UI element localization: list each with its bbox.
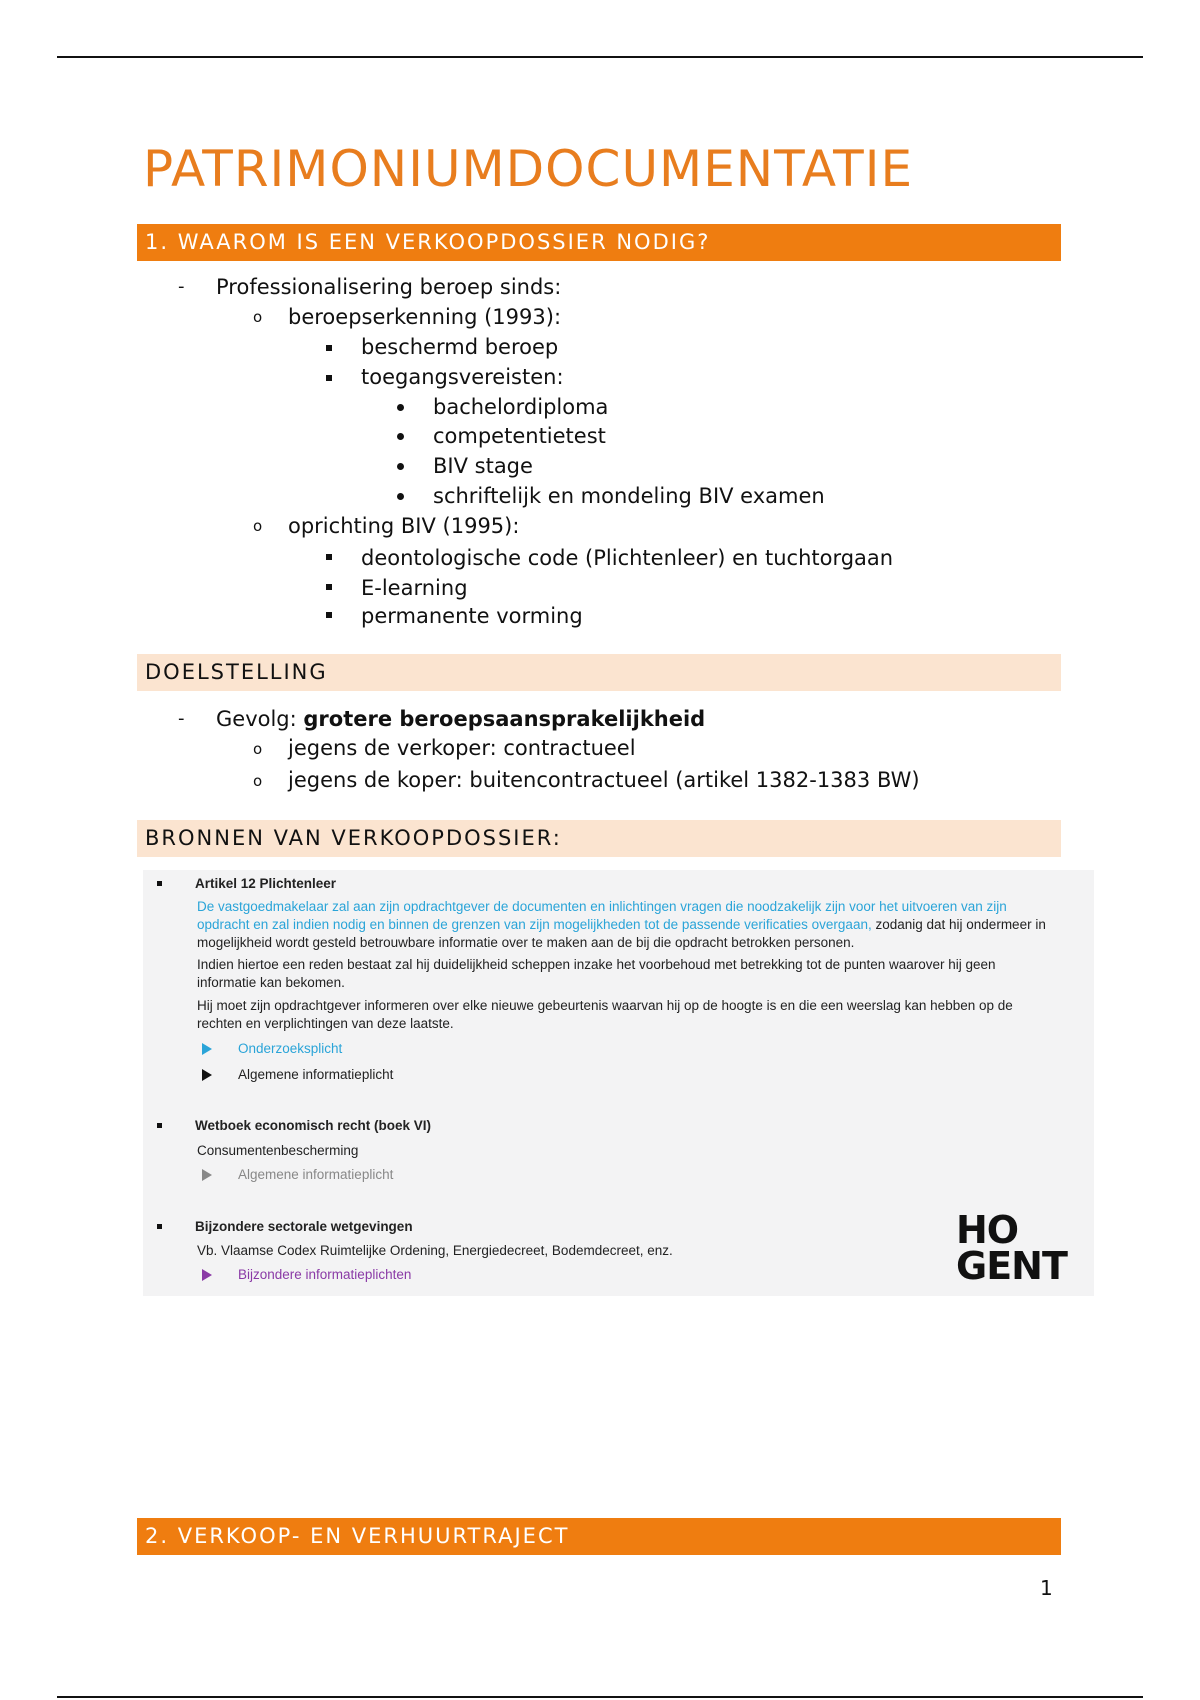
logo-line: GENT bbox=[956, 1244, 1067, 1288]
play-arrow-icon bbox=[202, 1169, 212, 1181]
square-bullet-icon bbox=[157, 1224, 162, 1229]
slide-text-line: rechten en verplichtingen van deze laatste. bbox=[197, 1016, 454, 1031]
logo-line: HO bbox=[956, 1208, 1019, 1252]
slide-section-title: Wetboek economisch recht (boek VI) bbox=[195, 1118, 432, 1133]
circle-marker: o bbox=[253, 772, 263, 790]
dash-marker: - bbox=[178, 708, 185, 729]
list-item: permanente vorming bbox=[361, 604, 583, 628]
slide-text-line: De vastgoedmakelaar zal aan zijn opdrachtgever de documenten en inlichtingen vragen die noodzakelijk zijn voor het uitvoeren van zijn bbox=[197, 899, 1007, 914]
play-arrow-icon bbox=[202, 1069, 212, 1081]
dot-bullet-icon bbox=[397, 433, 404, 440]
dash-marker: - bbox=[178, 276, 185, 297]
slide-article-title: Artikel 12 Plichtenleer bbox=[195, 876, 337, 891]
slide-text-line: informatie kan bekomen. bbox=[197, 975, 345, 990]
square-bullet-icon bbox=[326, 375, 332, 381]
list-item: jegens de koper: buitencontractueel (artikel 1382-1383 BW) bbox=[288, 768, 920, 792]
slide-text-blue: opdracht en zal indien nodig en binnen de grenzen van zijn mogelijkheden tot de passende verificaties overgaan, bbox=[197, 917, 872, 932]
list-item bbox=[216, 706, 705, 732]
circle-marker: o bbox=[253, 740, 263, 758]
list-item: oprichting BIV (1995): bbox=[288, 514, 520, 538]
list-item: deontologische code (Plichtenleer) en tuchtorgaan bbox=[361, 546, 894, 570]
section-heading-doelstelling: DOELSTELLING bbox=[137, 654, 1061, 691]
section-heading-1: 1. WAAROM IS EEN VERKOOPDOSSIER NODIG? bbox=[137, 224, 1061, 261]
dot-bullet-icon bbox=[397, 463, 404, 470]
page-title: PATRIMONIUMDOCUMENTATIE bbox=[143, 140, 914, 198]
header-rule bbox=[57, 56, 1143, 58]
dot-bullet-icon bbox=[397, 493, 404, 500]
list-item: competentietest bbox=[433, 424, 606, 448]
square-bullet-icon bbox=[157, 881, 162, 886]
list-item: schriftelijk en mondeling BIV examen bbox=[433, 484, 825, 508]
play-arrow-icon bbox=[202, 1269, 212, 1281]
slide-arrow-item: Onderzoeksplicht bbox=[238, 1041, 343, 1056]
slide-arrow-item: Algemene informatieplicht bbox=[238, 1167, 394, 1182]
slide-arrow-item: Bijzondere informatieplichten bbox=[238, 1267, 412, 1282]
slide-text-line: Indien hiertoe een reden bestaat zal hij duidelijkheid scheppen inzake het voorbehoud met betrekking tot de punten waarover hij geen bbox=[197, 957, 996, 972]
slide-text-line bbox=[197, 916, 1046, 934]
circle-marker: o bbox=[253, 517, 263, 535]
slide-text-line: Consumentenbescherming bbox=[197, 1143, 359, 1158]
section-heading-bronnen: BRONNEN VAN VERKOOPDOSSIER: bbox=[137, 820, 1061, 857]
list-item: bachelordiploma bbox=[433, 395, 609, 419]
page-number: 1 bbox=[1040, 1576, 1053, 1600]
embedded-slide bbox=[143, 870, 1094, 1296]
dot-bullet-icon bbox=[397, 404, 404, 411]
slide-section-title: Bijzondere sectorale wetgevingen bbox=[195, 1219, 413, 1234]
section-heading-2: 2. VERKOOP- EN VERHUURTRAJECT bbox=[137, 1518, 1061, 1555]
lead-bold-text: grotere beroepsaansprakelijkheid bbox=[303, 707, 706, 731]
list-item: BIV stage bbox=[433, 454, 533, 478]
slide-text-line: Hij moet zijn opdrachtgever informeren over elke nieuwe gebeurtenis waarvan hij op de hoogte is en die een weerslag kan hebben op de bbox=[197, 998, 1013, 1013]
square-bullet-icon bbox=[326, 612, 332, 618]
list-item: toegangsvereisten: bbox=[361, 365, 564, 389]
square-bullet-icon bbox=[326, 554, 332, 560]
list-item: jegens de verkoper: contractueel bbox=[288, 736, 636, 760]
list-item: beroepserkenning (1993): bbox=[288, 305, 562, 329]
slide-text-black: zodanig dat hij ondermeer in bbox=[871, 917, 1046, 932]
circle-marker: o bbox=[253, 308, 263, 326]
square-bullet-icon bbox=[326, 345, 332, 351]
list-item: beschermd beroep bbox=[361, 335, 559, 359]
list-item: E-learning bbox=[361, 576, 468, 600]
slide-text-line: Vb. Vlaamse Codex Ruimtelijke Ordening, Energiedecreet, Bodemdecreet, enz. bbox=[197, 1243, 673, 1258]
list-item: Professionalisering beroep sinds: bbox=[216, 275, 562, 299]
lead-text: Gevolg: bbox=[216, 707, 304, 731]
footer-rule bbox=[57, 1696, 1143, 1698]
slide-arrow-item: Algemene informatieplicht bbox=[238, 1067, 394, 1082]
square-bullet-icon bbox=[326, 584, 332, 590]
play-arrow-icon bbox=[202, 1043, 212, 1055]
square-bullet-icon bbox=[157, 1123, 162, 1128]
slide-text-line: mogelijkheid wordt gesteld betrouwbare informatie over te maken aan de bij die opdracht betrokken personen. bbox=[197, 935, 855, 950]
hogent-logo bbox=[956, 1208, 1067, 1288]
